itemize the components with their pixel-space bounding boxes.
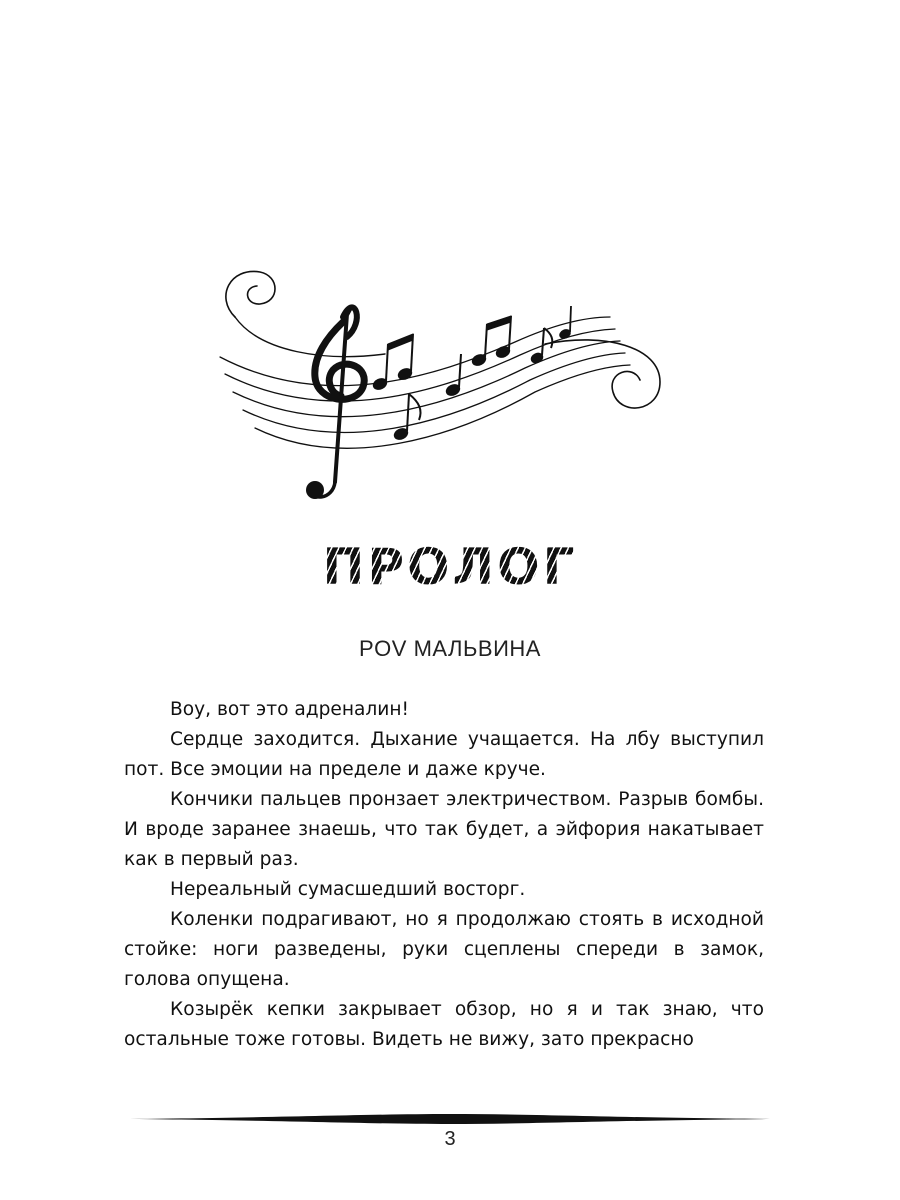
paragraph: Кончики пальцев пронзает электричеством. Разрыв бомбы. И вроде заранее знаешь, что так будет, а эйфория накатывает как в первый раз. — [124, 789, 764, 870]
music-staff-ornament — [215, 262, 675, 522]
left-swirl — [226, 271, 275, 317]
staff-line — [255, 365, 630, 448]
treble-clef-icon — [310, 307, 364, 497]
paragraph: Коленки подрагивают, но я продолжаю стоять в исходной стойке: ноги разведены, руки сцеплены спереди в замок, голова опущена. — [124, 909, 764, 990]
chapter-title: ПРОЛОГ — [0, 538, 900, 596]
staff-line — [243, 353, 625, 432]
paragraph: Козырёк кепки закрывает обзор, но я и так знаю, что остальные тоже готовы. Видеть не вижу, зато прекрасно — [124, 999, 764, 1050]
staff-line — [225, 329, 615, 401]
staff-line — [220, 317, 610, 386]
paragraph: Сердце заходится. Дыхание учащается. На лбу выступил пот. Все эмоции на пределе и даже круче. — [124, 729, 764, 780]
footer-divider — [130, 1112, 770, 1126]
chapter-body — [124, 695, 764, 1055]
staff-line — [233, 341, 620, 417]
pov-subtitle: POV МАЛЬВИНА — [359, 636, 541, 661]
paragraph: Воу, вот это адреналин! — [170, 699, 409, 720]
page-number: 3 — [444, 1128, 456, 1150]
paragraph: Нереальный сумасшедший восторг. — [170, 879, 526, 900]
right-swirl — [545, 340, 660, 408]
